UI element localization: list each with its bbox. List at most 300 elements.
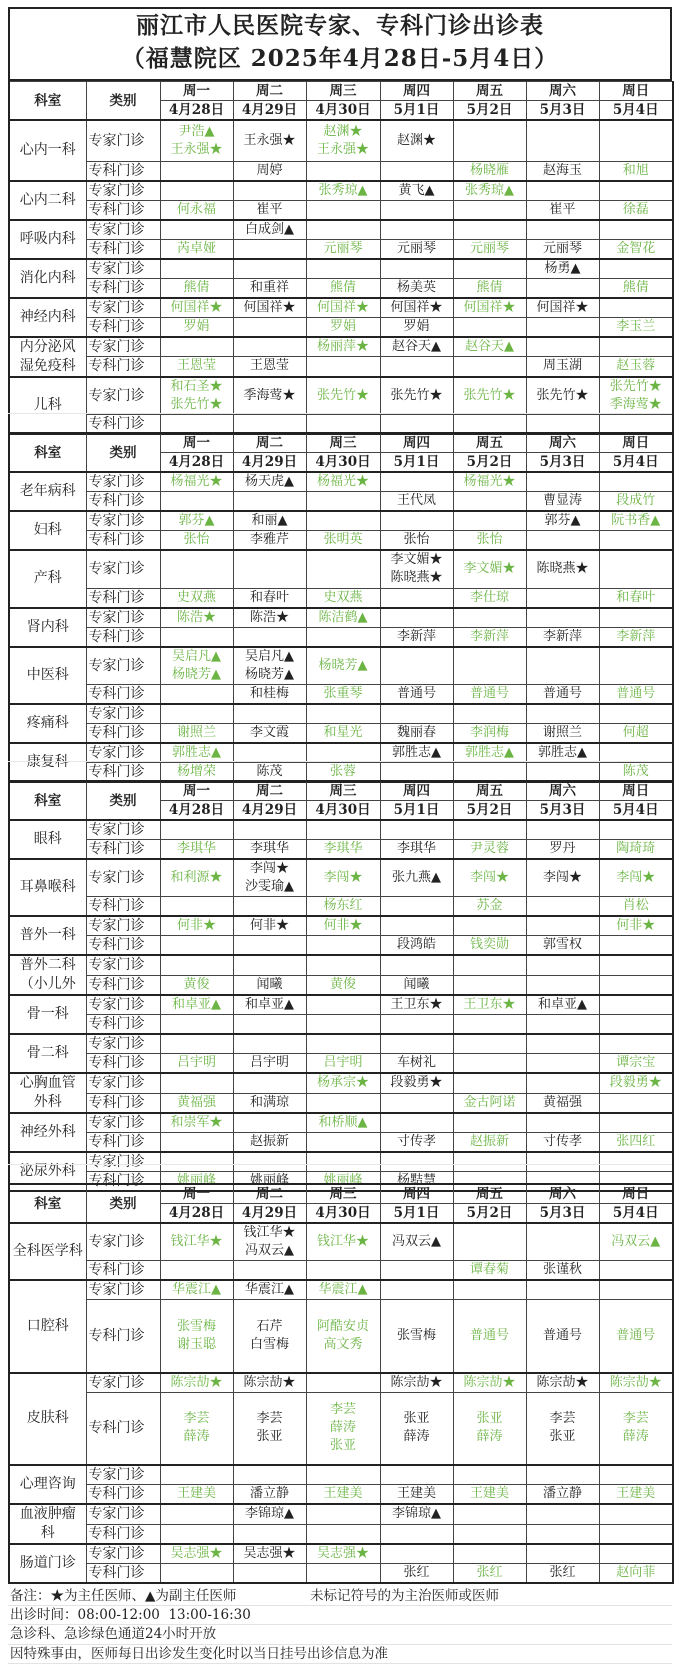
table-row [9,684,673,704]
doctor-cell: 寸传孝 [526,1133,599,1153]
doctor-cell: 周婷 [233,161,306,181]
department-name: 普外二科 （小儿外 [9,955,86,995]
header-day: 周日 [599,433,673,453]
doctor-cell [160,1524,233,1544]
doctor-cell [306,995,380,1015]
clinic-type: 专科门诊 [86,1133,160,1153]
clinic-type: 专家门诊 [86,298,160,318]
clinic-type: 专家门诊 [86,820,160,840]
doctor-cell: 李琪华 [380,840,453,860]
header-date: 4月29日 [233,101,306,121]
doctor-cell [160,1504,233,1524]
department-name: 心理咨询 [9,1465,86,1504]
doctor-cell: 李芸 薛涛 [160,1392,233,1465]
clinic-type: 专家门诊 [86,472,160,492]
clinic-type: 专家门诊 [86,1373,160,1393]
doctor-cell: 张重琴 [306,684,380,704]
doctor-cell [599,1113,673,1133]
table-row [9,298,673,318]
header-day: 周三 [306,433,380,453]
table-row [9,120,673,161]
doctor-cell [599,1093,673,1113]
doctor-cell: 陈宗劼★ [160,1373,233,1393]
doctor-cell: 陈晓燕★ [526,550,599,588]
doctor-cell [599,975,673,995]
clinic-type: 专科门诊 [86,1261,160,1281]
doctor-cell: 谢照兰 [526,723,599,743]
doctor-cell: 元丽琴 [453,239,526,259]
doctor-cell: 吴启凡▲ 杨晓芳▲ [233,647,306,685]
doctor-cell [599,472,673,492]
header-dept: 科室 [9,433,86,472]
doctor-cell [160,1564,233,1584]
doctor-cell [526,1113,599,1133]
doctor-cell: 潘立静 [526,1485,599,1505]
doctor-cell: 何国祥★ [453,298,526,318]
clinic-type: 专家门诊 [86,916,160,936]
doctor-cell: 吕宇明 [306,1054,380,1074]
clinic-type: 专科门诊 [86,840,160,860]
doctor-cell [599,955,673,975]
doctor-cell [453,120,526,161]
department-name: 肠道门诊 [9,1544,86,1583]
page-title [10,9,670,81]
clinic-type: 专科门诊 [86,357,160,377]
doctor-cell: 普通号 [453,1300,526,1373]
doctor-cell [233,897,306,917]
doctor-cell: 赵振新 [453,1133,526,1153]
doctor-cell [599,550,673,588]
doctor-cell: 陶琦琦 [599,840,673,860]
doctor-cell [526,472,599,492]
doctor-cell: 李芸 张亚 [526,1392,599,1465]
doctor-cell: 郭芬▲ [526,511,599,531]
header-type: 类别 [86,433,160,472]
header-day: 周五 [453,1184,526,1204]
header-type: 类别 [86,781,160,820]
doctor-cell: 杨晓雁 [453,161,526,181]
doctor-cell: 尹浩▲ 王永强★ [160,120,233,161]
doctor-cell: 王代凤 [380,492,453,512]
table-row [9,200,673,220]
header-date: 5月1日 [380,453,453,473]
doctor-cell [453,608,526,628]
table-row [9,859,673,897]
doctor-cell: 李新萍 [599,627,673,647]
doctor-cell: 张四红 [599,1133,673,1153]
header-date: 5月3日 [526,101,599,121]
doctor-cell [380,357,453,377]
table-row [9,317,673,337]
doctor-cell [380,200,453,220]
header-day: 周二 [233,82,306,101]
doctor-cell: 周玉湖 [526,357,599,377]
clinic-type: 专科门诊 [86,762,160,782]
doctor-cell [380,916,453,936]
doctor-cell [526,1524,599,1544]
doctor-cell: 潘立静 [233,1485,306,1505]
doctor-cell [453,1524,526,1544]
doctor-cell: 普通号 [526,1300,599,1373]
table-row [9,472,673,492]
doctor-cell [233,1015,306,1035]
doctor-cell: 杨东红 [306,897,380,917]
doctor-cell [526,955,599,975]
doctor-cell: 苏金 [453,897,526,917]
doctor-cell [380,588,453,608]
doctor-cell [453,492,526,512]
table-row [9,608,673,628]
doctor-cell: 李闯★ [526,859,599,897]
department-name: 心胸血管 外科 [9,1073,86,1113]
doctor-cell: 谭宗宝 [599,1054,673,1074]
header-day: 周日 [599,781,673,801]
department-name: 产科 [9,550,86,608]
doctor-cell [453,647,526,685]
doctor-cell: 熊倩 [306,278,380,298]
doctor-cell: 王恩莹 [233,357,306,377]
doctor-cell [233,1465,306,1485]
doctor-cell: 崔平 [526,200,599,220]
clinic-type: 专科门诊 [86,936,160,956]
doctor-cell: 郭胜志▲ [380,743,453,763]
doctor-cell [599,531,673,551]
clinic-type: 专家门诊 [86,704,160,724]
doctor-cell: 张先竹★ 季海莺★ [599,377,673,415]
title-line-2: （福慧院区 2025年4月28日-5月4日） [121,45,559,72]
doctor-cell: 段成竹 [599,492,673,512]
header-day: 周三 [306,1184,380,1204]
clinic-type: 专家门诊 [86,1152,160,1172]
header-date: 4月28日 [160,453,233,473]
doctor-cell: 史双燕 [160,588,233,608]
doctor-cell: 何国祥★ [306,298,380,318]
clinic-type: 专家门诊 [86,859,160,897]
doctor-cell: 陈宗劼★ [380,1373,453,1393]
doctor-cell: 张秀琼▲ [306,181,380,201]
doctor-cell [160,492,233,512]
doctor-cell: 张先竹★ [380,377,453,415]
clinic-type: 专家门诊 [86,608,160,628]
doctor-cell [160,1261,233,1281]
doctor-cell [160,897,233,917]
header-date: 4月30日 [306,101,380,121]
doctor-cell: 芮卓娅 [160,239,233,259]
doctor-cell: 肖松 [599,897,673,917]
header-date: 4月28日 [160,101,233,121]
doctor-cell: 白成剑▲ [233,220,306,240]
clinic-type: 专家门诊 [86,1465,160,1485]
doctor-cell: 季海莺★ [233,377,306,415]
table-row [9,1564,673,1584]
table-row [9,550,673,588]
doctor-cell: 杨增荣 [160,762,233,782]
doctor-cell [453,916,526,936]
doctor-cell: 李锦琼▲ [380,1504,453,1524]
doctor-cell: 普通号 [380,684,453,704]
department-name: 儿科 [9,377,86,435]
doctor-cell [526,1015,599,1035]
doctor-cell [599,1034,673,1054]
doctor-cell [380,511,453,531]
doctor-cell: 李琪华 [306,840,380,860]
doctor-cell: 姚丽峰 [306,1172,380,1192]
doctor-cell: 和春叶 [233,588,306,608]
doctor-cell: 李文霞 [233,723,306,743]
doctor-cell: 普通号 [599,684,673,704]
doctor-cell [306,492,380,512]
header-day: 周四 [380,1184,453,1204]
doctor-cell [306,1133,380,1153]
doctor-cell [233,239,306,259]
doctor-cell: 杨承宗★ [306,1073,380,1093]
clinic-type: 专科门诊 [86,588,160,608]
schedule-section-2 [8,432,672,783]
header-row-days [9,781,673,801]
doctor-cell [160,627,233,647]
department-name: 皮肤科 [9,1373,86,1466]
doctor-cell: 张雪梅 [380,1300,453,1373]
department-name: 血液肿瘤 科 [9,1504,86,1544]
doctor-cell: 冯双云▲ [599,1223,673,1261]
schedule-section-3 [8,780,672,1192]
header-day: 周四 [380,82,453,101]
clinic-type: 专科门诊 [86,684,160,704]
doctor-cell: 和旭 [599,161,673,181]
doctor-cell: 郭胜志▲ [526,743,599,763]
doctor-cell [526,916,599,936]
doctor-cell: 何非★ [599,916,673,936]
clinic-type: 专家门诊 [86,1504,160,1524]
doctor-cell: 李新萍 [453,627,526,647]
doctor-cell [160,1465,233,1485]
header-day: 周三 [306,82,380,101]
doctor-cell: 赵振新 [233,1133,306,1153]
doctor-cell: 赵谷天▲ [453,337,526,357]
spreadsheet-gap [8,761,672,781]
doctor-cell: 杨黠慧 [380,1172,453,1192]
header-day: 周一 [160,1184,233,1204]
doctor-cell: 陈茂 [599,762,673,782]
doctor-cell: 张谨秋 [526,1261,599,1281]
table-row [9,1504,673,1524]
header-date: 5月1日 [380,1204,453,1224]
clinic-type: 专家门诊 [86,220,160,240]
doctor-cell [453,1280,526,1300]
doctor-cell: 华震江▲ [160,1280,233,1300]
doctor-cell [526,1544,599,1564]
doctor-cell [599,181,673,201]
doctor-cell: 史双燕 [306,588,380,608]
doctor-cell [233,1113,306,1133]
doctor-cell [306,161,380,181]
doctor-cell: 王卫东★ [380,995,453,1015]
doctor-cell [160,181,233,201]
doctor-cell [160,1133,233,1153]
doctor-cell [599,647,673,685]
doctor-cell: 赵玉蓉 [599,357,673,377]
notes [8,1587,672,1664]
doctor-cell: 陈宗劼★ [233,1373,306,1393]
doctor-cell: 王恩莹 [160,357,233,377]
doctor-cell [160,1015,233,1035]
doctor-cell: 谭春菊 [453,1261,526,1281]
doctor-cell [160,684,233,704]
department-name: 全科医学科 [9,1223,86,1280]
doctor-cell [599,1524,673,1544]
doctor-cell: 吴志强★ [306,1544,380,1564]
doctor-cell: 金古阿诺 [453,1093,526,1113]
doctor-cell: 元丽琴 [306,239,380,259]
doctor-cell [526,975,599,995]
clinic-type: 专家门诊 [86,181,160,201]
doctor-cell: 和重祥 [233,278,306,298]
doctor-cell: 吕宇明 [233,1054,306,1074]
doctor-cell [160,820,233,840]
doctor-cell [599,220,673,240]
doctor-cell: 王建美 [599,1485,673,1505]
doctor-cell: 吕宇明 [160,1054,233,1074]
doctor-cell [306,1015,380,1035]
doctor-cell: 尹灵蓉 [453,840,526,860]
doctor-cell: 段毅勇★ [599,1073,673,1093]
doctor-cell: 阮书香▲ [599,511,673,531]
clinic-type: 专科门诊 [86,1392,160,1465]
header-date: 5月2日 [453,101,526,121]
doctor-cell: 曹显涛 [526,492,599,512]
header-dept: 科室 [9,82,86,121]
doctor-cell [453,1073,526,1093]
doctor-cell [160,161,233,181]
clinic-type: 专家门诊 [86,511,160,531]
clinic-type: 专科门诊 [86,1015,160,1035]
header-date: 4月29日 [233,801,306,821]
doctor-cell [306,704,380,724]
doctor-cell [526,1073,599,1093]
doctor-cell: 张红 [380,1564,453,1584]
doctor-cell: 罗娟 [160,317,233,337]
doctor-cell: 何非★ [233,916,306,936]
header-dept: 科室 [9,781,86,820]
doctor-cell: 陈浩★ [160,608,233,628]
clinic-type: 专家门诊 [86,550,160,588]
doctor-cell: 和崇军★ [160,1113,233,1133]
schedule-table [8,81,674,435]
table-row [9,531,673,551]
doctor-cell: 张亚 薛涛 [380,1392,453,1465]
doctor-cell [160,936,233,956]
table-row [9,1373,673,1393]
doctor-cell [306,357,380,377]
doctor-cell [233,1524,306,1544]
department-name: 中医科 [9,647,86,704]
header-day: 周二 [233,781,306,801]
doctor-cell: 华震江▲ [233,1280,306,1300]
doctor-cell: 张先竹★ [526,377,599,415]
doctor-cell: 李芸 薛涛 [599,1392,673,1465]
clinic-type: 专科门诊 [86,278,160,298]
doctor-cell: 钱江华★ [160,1223,233,1261]
schedule-section-1 [8,7,672,435]
clinic-type: 专科门诊 [86,1524,160,1544]
doctor-cell: 李芸 薛涛 张亚 [306,1392,380,1465]
doctor-cell: 黄飞▲ [380,181,453,201]
doctor-cell: 陈宗劼★ [453,1373,526,1393]
doctor-cell [453,259,526,279]
doctor-cell [599,1280,673,1300]
doctor-cell: 和石圣★ 张先竹★ [160,377,233,415]
department-name: 耳鼻喉科 [9,859,86,916]
doctor-cell [526,1280,599,1300]
doctor-cell: 李文媚★ [453,550,526,588]
header-day: 周三 [306,781,380,801]
table-row [9,1280,673,1300]
doctor-cell [599,1504,673,1524]
department-name: 老年病科 [9,472,86,511]
doctor-cell [380,955,453,975]
clinic-type: 专科门诊 [86,317,160,337]
doctor-cell: 郭雪权 [526,936,599,956]
doctor-cell: 华震江▲ [306,1280,380,1300]
header-date: 5月3日 [526,453,599,473]
department-name: 口腔科 [9,1280,86,1373]
header-date: 4月29日 [233,1204,306,1224]
doctor-cell [380,608,453,628]
clinic-type: 专家门诊 [86,1073,160,1093]
clinic-type: 专家门诊 [86,955,160,975]
table-row [9,1073,673,1093]
doctor-cell: 杨福光★ [306,472,380,492]
department-name: 内分泌风 湿免疫科 [9,337,86,377]
header-date: 4月30日 [306,453,380,473]
header-date: 5月1日 [380,801,453,821]
doctor-cell [526,1504,599,1524]
table-row [9,1223,673,1261]
doctor-cell: 何国祥★ [160,298,233,318]
doctor-cell: 谢照兰 [160,723,233,743]
clinic-type: 专科门诊 [86,492,160,512]
doctor-cell: 普通号 [453,684,526,704]
doctor-cell [526,704,599,724]
doctor-cell [526,608,599,628]
title-line-1: 丽江市人民医院专家、专科门诊出诊表 [136,12,544,39]
header-day: 周一 [160,82,233,101]
doctor-cell [599,259,673,279]
clinic-type: 专家门诊 [86,377,160,415]
doctor-cell: 杨天虎▲ [233,472,306,492]
header-day: 周五 [453,433,526,453]
doctor-cell [160,704,233,724]
table-row [9,743,673,763]
spreadsheet-gap [8,1164,672,1184]
doctor-cell [306,820,380,840]
doctor-cell [453,1015,526,1035]
legend-text: 备注：★为主任医师、▲为副主任医师 [10,1588,237,1604]
table-row [9,955,673,975]
doctor-cell [380,897,453,917]
doctor-cell [233,743,306,763]
note-disclaimer: 因特殊事由，医师每日出诊发生变化时以当日挂号出诊信息为准 [8,1645,672,1664]
clinic-type: 专科门诊 [86,1300,160,1373]
header-day: 周一 [160,781,233,801]
doctor-cell: 和桂梅 [233,684,306,704]
doctor-cell [453,955,526,975]
doctor-cell [380,259,453,279]
doctor-cell: 杨丽萍★ [306,337,380,357]
department-name: 心内二科 [9,181,86,220]
doctor-cell: 李锦琼▲ [233,1504,306,1524]
doctor-cell: 陈宗劼★ [526,1373,599,1393]
